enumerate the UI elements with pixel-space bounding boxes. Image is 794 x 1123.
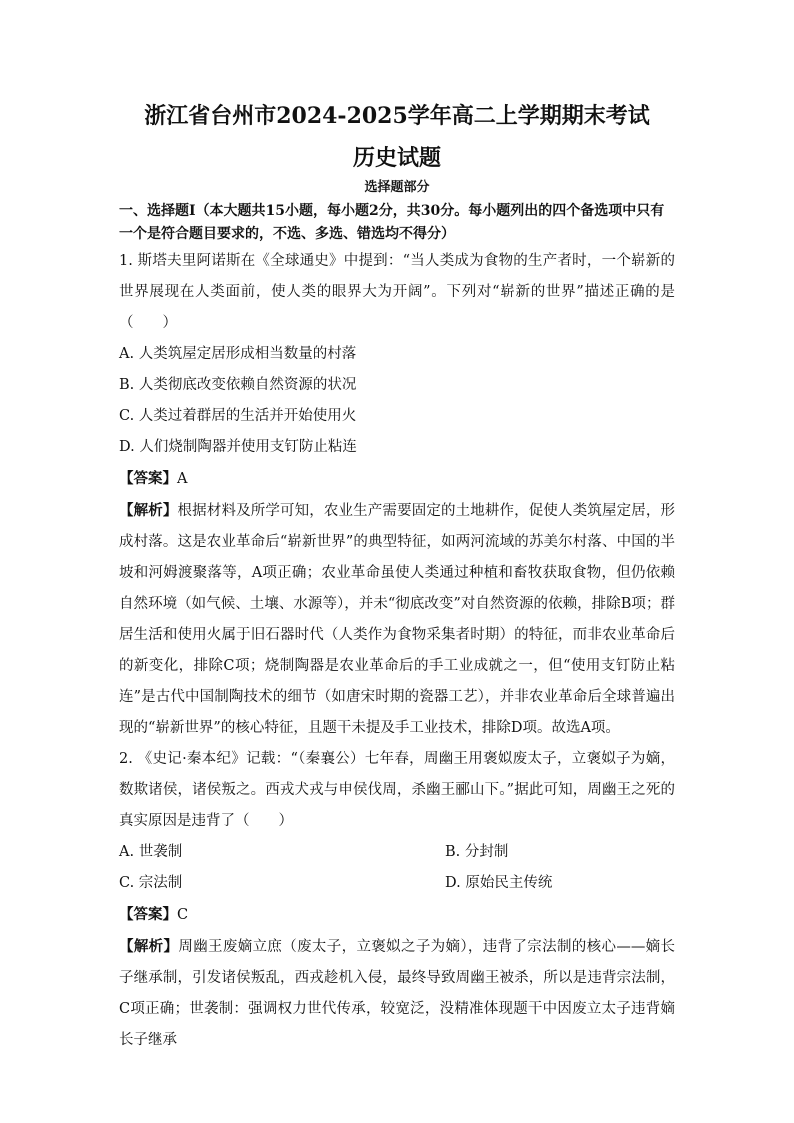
question-1 <box>119 246 675 744</box>
option-a: A. 人类筑屋定居形成相当数量的村落 <box>119 346 357 362</box>
answer-line <box>119 899 675 931</box>
document-subtitle: 历史试题 <box>352 145 441 171</box>
option-b: B. 人类彻底改变依赖自然资源的状况 <box>119 377 357 393</box>
option-c: C. 人类过着群居的生活并开始使用火 <box>119 408 357 424</box>
option-c: C. 宗法制 <box>119 875 183 891</box>
answer-value: A <box>177 471 188 487</box>
document-content <box>119 100 675 1056</box>
analysis-label: 【解析】 <box>119 502 178 519</box>
document-title: 浙江省台州市2024-2025学年高二上学期期末考试 <box>144 103 650 129</box>
analysis-label: 【解析】 <box>119 938 179 955</box>
section-heading: 选择题部分 <box>364 180 430 195</box>
option-b: B. 分封制 <box>445 844 509 860</box>
analysis-text: 根据材料及所学可知，农业生产需要固定的土地耕作，促使人类筑屋定居，形成村落。这是农业革命后“崭新世界”的典型特征，如两河流域的苏美尔村落、中国的半坡和河姆渡聚落等，A项正确；农业革命虽使人类通过种植和畜牧获取食物，但仍依赖自然环境（如气候、土壤、水源等），并未“彻底改变”对自然资源的依赖，排除B项；群居生活和使用火属于旧石器时代（人类作为食物采集者时期）的特征，而非农业革命后的新变化，排除C项；烧制陶器是农业革命后的手工业成就之一，但“使用支钉防止粘连”是古代中国制陶技术的细节（如唐宋时期的瓷器工艺），并非农业革命后全球普遍出现的“崭新世界”的核心特征，且题干未提及手工业技术，排除D项。故选A项。 <box>119 503 676 736</box>
section-instructions: 一、选择题Ⅰ（本大题共15小题，每小题2分，共30分。每小题列出的四个备选项中只有一个是符合题目要求的，不选、多选、错选均不得分） <box>119 203 665 242</box>
answer-label: 【答案】 <box>119 470 177 487</box>
answer-line <box>119 463 675 495</box>
question-stem: 2. 《史记·秦本纪》记载：“（秦襄公）七年春，周幽王用褒姒废太子，立褒姒子为嫡，数欺诸侯，诸侯叛之。西戎犬戎与申侯伐周，杀幽王郦山下。”据此可知，周幽王之死的真实原因是违背了（ ） <box>119 751 675 829</box>
options-row <box>119 868 675 899</box>
option-a: A. 世袭制 <box>119 844 183 860</box>
options-row <box>119 837 675 868</box>
analysis-paragraph <box>119 931 675 1056</box>
question-2 <box>119 744 675 1056</box>
analysis-paragraph <box>119 495 675 744</box>
option-d: D. 原始民主传统 <box>445 875 553 891</box>
question-stem: 1. 斯塔夫里阿诺斯在《全球通史》中提到：“当人类成为食物的生产者时，一个崭新的世界展现在人类面前，使人类的眼界大为开阔”。下列对“崭新的世界”描述正确的是（ ） <box>119 253 675 331</box>
answer-value: C <box>177 907 189 923</box>
answer-label: 【答案】 <box>119 906 177 923</box>
analysis-text: 周幽王废嫡立庶（废太子，立褒姒之子为嫡），违背了宗法制的核心——嫡长子继承制，引发诸侯叛乱，西戎趁机入侵，最终导致周幽王被杀，所以是违背宗法制，C项正确；世袭制：强调权力世代传承，较宽泛，没精准体现题干中因废立太子违背嫡长子继承 <box>119 939 676 1048</box>
option-d: D. 人们烧制陶器并使用支钉防止粘连 <box>119 439 357 455</box>
